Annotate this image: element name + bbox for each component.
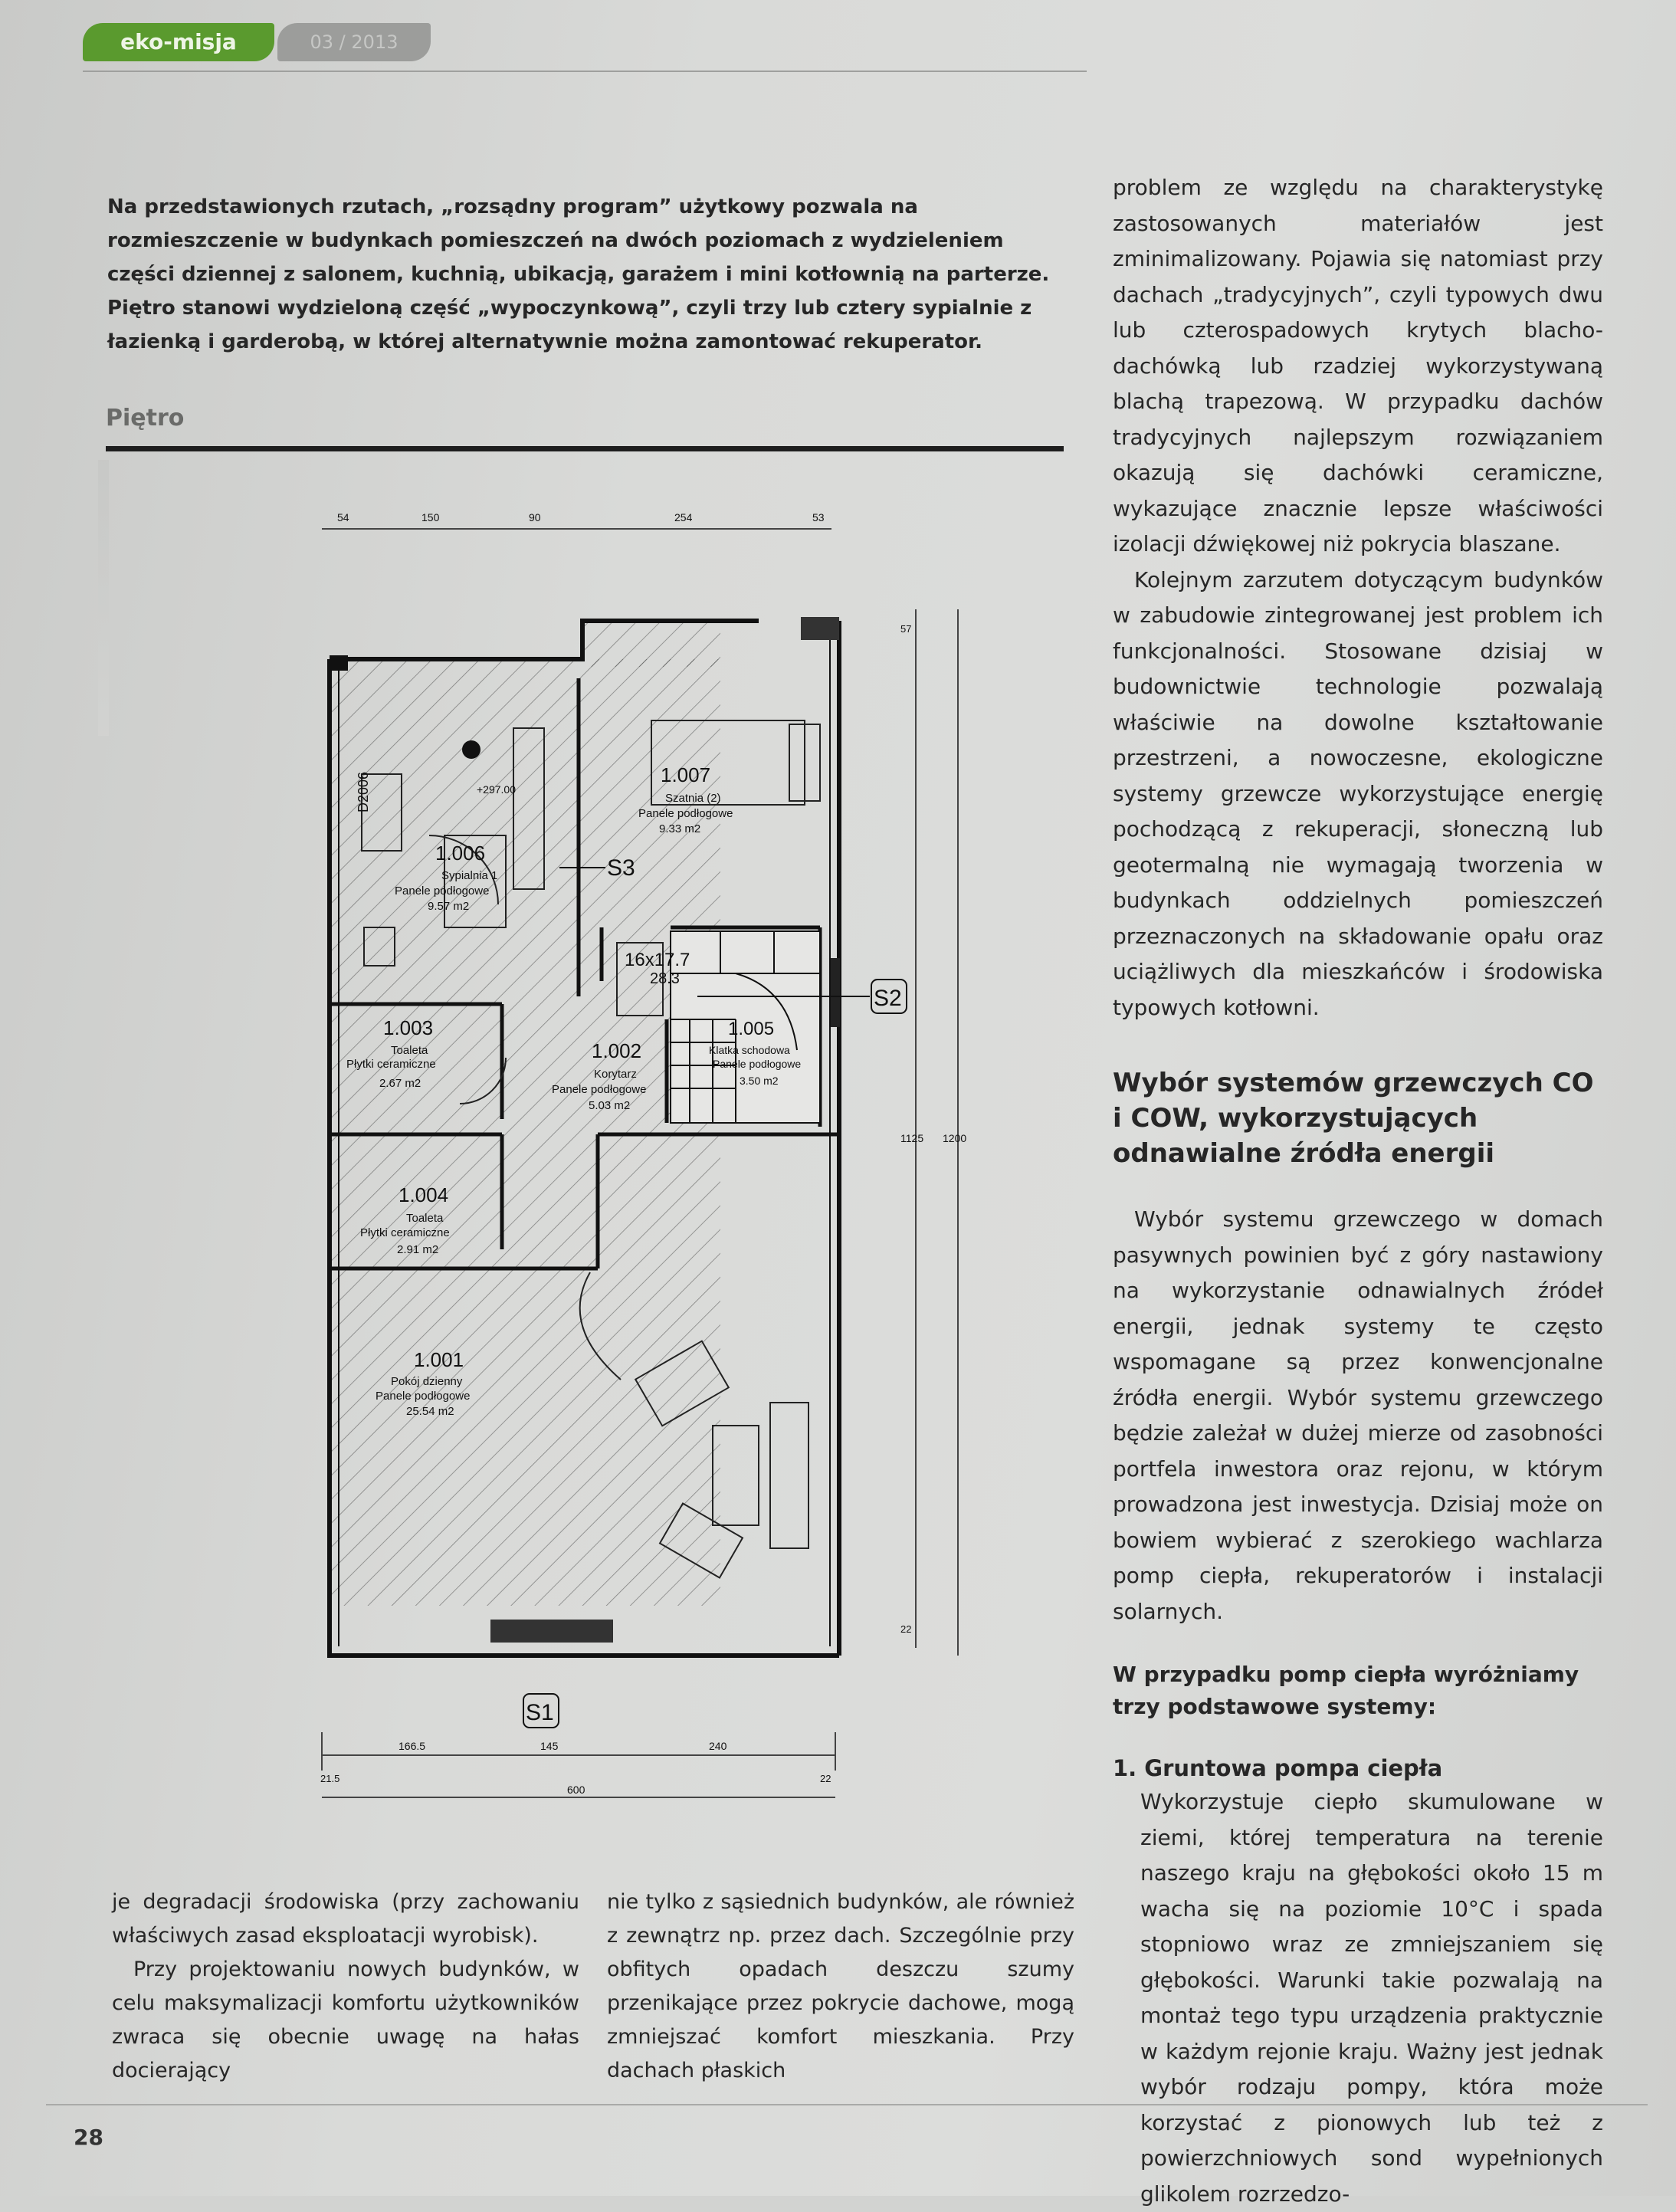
dim-bottom-1: 166.5 xyxy=(399,1740,426,1752)
svg-text:Szatnia (2): Szatnia (2) xyxy=(665,792,721,805)
svg-text:1.003: 1.003 xyxy=(383,1016,434,1039)
section-heading: Wybór systemów grzewczych CO i COW, wykorzystujących odnawialne źródła energii xyxy=(1113,1068,1594,1169)
svg-text:S1: S1 xyxy=(526,1700,554,1725)
right-paragraph-3: Wybór systemu grzewczego w domach pasywnych powinien być z góry nastawiony na wykorzystanie odnawialnych źródeł energii, jednak systemy te często wspomagane są przez konwencjonalne źródła energii. Wybór systemu grzewczego będzie zależał w dużej mierze od zasobności portfela inwestora oraz rejonu, w którym prowadzona jest inwestycja. Dzisiaj może on bowiem wybierać z szerokiego wachlarza pomp ciepła, rekuperatorów i instalacji solarnych. xyxy=(1113,1206,1603,1624)
svg-text:2.67 m2: 2.67 m2 xyxy=(379,1077,421,1090)
svg-text:9.33 m2: 9.33 m2 xyxy=(659,822,701,835)
plan-section-rule xyxy=(106,446,1064,451)
svg-text:S3: S3 xyxy=(607,855,635,881)
section-marker-s1 xyxy=(523,1694,559,1728)
list-heading: 1. Gruntowa pompa ciepła xyxy=(1113,1755,1443,1781)
level-label: +297.00 xyxy=(477,783,516,796)
section-tag: eko-misja xyxy=(83,23,274,61)
svg-text:Sypialnia 1: Sypialnia 1 xyxy=(441,869,498,882)
dim-top-3: 90 xyxy=(529,511,541,523)
bottom-col1-paragraph-1: je degradacji środowiska (przy zachowaniu właściwych zasad eksploatacji wyrobisk). xyxy=(112,1890,579,1948)
floor-plan-drawing xyxy=(307,498,973,1832)
right-paragraph-1: problem ze względu na charakterystykę zastosowanych materiałów jest zminimalizowany. Pojawia się natomiast przy dachach „tradycyjnych”, czyli typowych dwu lub czterospadowych krytych blacho-dachówką lub rzadziej wykorzystywaną blachą trapezową. W przypadku dachów tradycyjnych najlepszym rozwiązaniem okazują się dachówki ceramiczne, wykazujące znacznie lepsze właściwości izolacji dźwiękowej niż pokrycia blaszane. xyxy=(1113,175,1603,556)
bottom-col2-paragraph-1: nie tylko z sąsiednich budynków, ale również z zewnątrz np. przez dach. Szczególnie przy obfitych opadach deszczu szumy przenikające przez pokrycie dachowe, mogą zmniejszać komfort mieszkania. Przy dachach płaskich xyxy=(607,1890,1074,2082)
header-rule xyxy=(83,71,1087,72)
bottom-column-1 xyxy=(112,1885,579,2088)
page-number: 28 xyxy=(74,2125,103,2150)
svg-text:Płytki ceramiczne: Płytki ceramiczne xyxy=(346,1058,436,1071)
dim-right-3: 1200 xyxy=(943,1132,967,1144)
floor-plan xyxy=(307,498,973,1832)
window-bottom xyxy=(490,1620,613,1643)
right-paragraph-4: Wykorzystuje ciepło skumulowane w ziemi, której temperatura na terenie naszego kraju na głębokości około 15 m wacha się na poziomie 10°C i spada stopniowo wraz ze zmniejszaniem się głębokości. Warunki takie pozwalają na montaż tego typu urządzenia praktycznie w każdym rejonie kraju. Ważny jest jednak wybór rodzaju pompy, która może korzystać z pionowych lub też z powierzchniowych sond wypełnionych glikolem rozrzedzo- xyxy=(1140,1789,1603,2207)
plan-section-label: Piętro xyxy=(106,405,185,432)
svg-text:Panele podłogowe: Panele podłogowe xyxy=(376,1390,471,1403)
level-marker-icon xyxy=(462,740,480,759)
svg-text:Toaleta: Toaleta xyxy=(391,1044,428,1057)
bottom-col1-paragraph-2: Przy projektowaniu nowych budynków, w celu maksymalizacji komfortu użytkowników zwraca się obecnie uwagę na hałas docierający xyxy=(112,1958,579,2082)
dim-bottom-outer-1: 21.5 xyxy=(320,1773,340,1784)
dim-top-4: 254 xyxy=(674,511,693,523)
svg-text:1.006: 1.006 xyxy=(435,842,486,865)
dim-right-2: 1125 xyxy=(900,1132,924,1144)
svg-text:1.004: 1.004 xyxy=(399,1183,449,1206)
svg-text:S2: S2 xyxy=(874,986,902,1011)
svg-text:1.007: 1.007 xyxy=(661,763,711,786)
dim-top-1: 54 xyxy=(337,511,349,523)
footer-rule xyxy=(46,2104,1648,2105)
svg-text:Korytarz: Korytarz xyxy=(594,1068,637,1081)
dim-right-4: 22 xyxy=(900,1623,912,1635)
dim-bottom-outer-2: 600 xyxy=(567,1784,585,1796)
dim-top-5: 53 xyxy=(812,511,825,523)
right-column xyxy=(1113,170,1603,2212)
svg-text:9.57 m2: 9.57 m2 xyxy=(428,900,470,913)
stair-label: 16x17.7 xyxy=(625,950,690,970)
intro-paragraph: Na przedstawionych rzutach, „rozsądny program” użytkowy pozwala na rozmieszczenie w budynkach pomieszczeń na dwóch poziomach z wydzieleniem części dziennej z salonem, kuchnią, ubikacją, garażem i mini kotłownią na parterze. Piętro stanowi wydzieloną część „wypoczynkową”, czyli trzy lub cztery sypialnie z łazienką i garderobą, w której alternatywnie można zamontować rekuperator. xyxy=(107,195,1050,353)
svg-text:Płytki ceramiczne: Płytki ceramiczne xyxy=(360,1226,450,1239)
svg-text:Panele podłogowe: Panele podłogowe xyxy=(395,884,490,898)
svg-text:1.001: 1.001 xyxy=(414,1348,464,1371)
margin-caption-strip xyxy=(98,460,109,736)
stair-sublabel: 28.3 xyxy=(650,970,680,987)
issue-tag: 03 / 2013 xyxy=(277,23,431,61)
svg-text:Pokój dzienny: Pokój dzienny xyxy=(391,1375,463,1388)
svg-text:Panele podłogowe: Panele podłogowe xyxy=(552,1083,647,1096)
svg-text:5.03 m2: 5.03 m2 xyxy=(589,1099,631,1112)
svg-text:3.50 m2: 3.50 m2 xyxy=(740,1075,779,1087)
svg-text:Klatka schodowa: Klatka schodowa xyxy=(709,1044,790,1056)
svg-text:Panele podłogowe: Panele podłogowe xyxy=(638,807,733,820)
dim-bottom-3: 240 xyxy=(709,1740,727,1752)
dim-bottom-2: 145 xyxy=(540,1740,559,1752)
svg-text:2.91 m2: 2.91 m2 xyxy=(397,1243,439,1256)
svg-text:1.002: 1.002 xyxy=(592,1039,642,1062)
dim-right-1: 57 xyxy=(900,623,912,635)
right-paragraph-2: Kolejnym zarzutem dotyczącym budynków w zabudowie zintegrowanej jest problem ich funkcjonalności. Stosowane dzisiaj w budownictwie technologie pozwalają właściwie na dowolne kształtowanie przestrzeni, a nowoczesne, ekologiczne systemy grzewcze wykorzystujące energię pochodzącą z rekuperacji, słoneczną lub geotermalną nie wymagają tworzenia w budynkach oddzielnych pomieszczeń przeznaczonych na składowanie opału oraz uciążliwych dla mieszkańców i środowiska typowych kotłowni. xyxy=(1113,566,1603,1020)
svg-text:Toaleta: Toaleta xyxy=(406,1212,444,1225)
door-label: D2006 xyxy=(356,771,371,812)
dim-top-2: 150 xyxy=(421,511,440,523)
dim-bottom-outer-3: 22 xyxy=(820,1773,831,1784)
svg-text:1.005: 1.005 xyxy=(728,1019,775,1039)
subheading: W przypadku pomp ciepła wyróżniamy trzy podstawowe systemy: xyxy=(1113,1662,1579,1719)
bottom-column-2 xyxy=(607,1885,1074,2088)
svg-text:Panele podłogowe: Panele podłogowe xyxy=(713,1058,802,1070)
svg-text:25.54 m2: 25.54 m2 xyxy=(406,1405,454,1418)
